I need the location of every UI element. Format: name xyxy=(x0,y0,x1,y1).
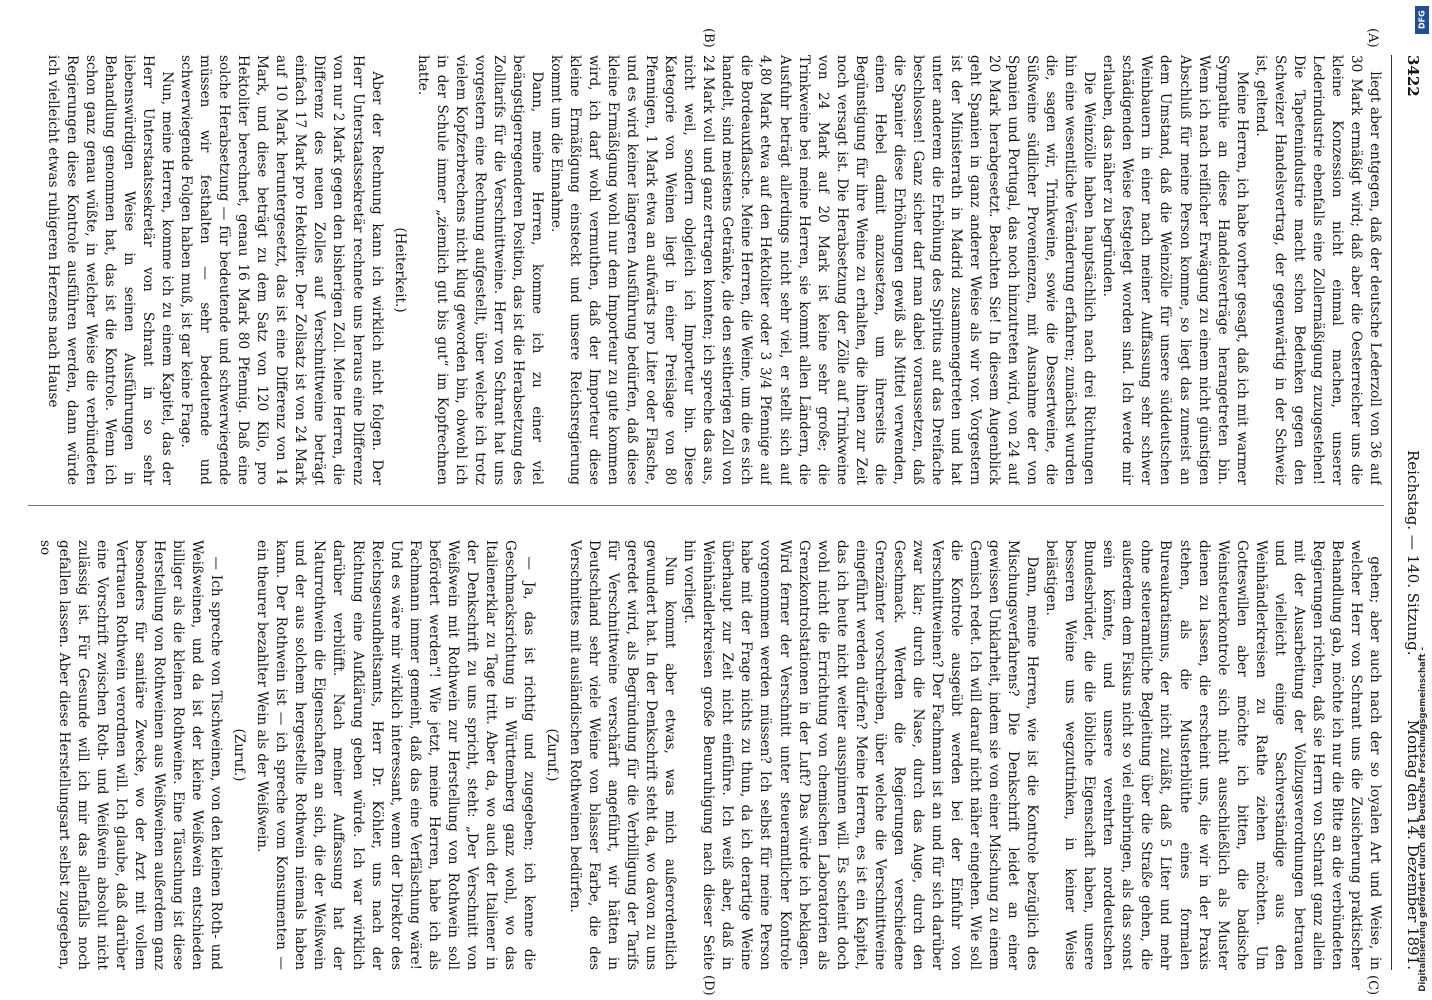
paragraph: Meine Herren, ich habe vorher gesagt, daß ich mit warmer Sympathie an diese Handelsverträge herangetreten bin. Wenn ich nach reiflicher Erwägung zu einem nicht günstigen Abschluß für meine Person komme, so liegt das zumeist an dem Umstand, daß die Weinzölle für unsere süddeutschen Weinbauern in einer nach meiner Auffassung sehr schwer schädigenden Weise festgelegt worden sind. Ich werde mir erlauben, das näher zu begründen. xyxy=(1100,55,1250,485)
left-text-column xyxy=(28,55,1384,485)
paragraph: Aber der Rechnung kann ich wirklich nicht folgen. Der Herr Unterstaatssekretär rechnete uns heraus eine Differenz von nur 2 Mark gegen den bisherigen Zoll. Meine Herren, die Differenz des neuen Zolles auf Verschnittweine beträgt einfach 17 Mark pro Hektoliter. Der Zollsatz ist von 24 Mark auf 10 Mark heruntergesetzt, das ist eine Differenz von 14 Mark, und diese beträgt zu dem Satz von 120 Kilo, pro Hektoliter berechnet, genau 16 Mark 80 Pfennig. Daß eine solche Herabsetzung — für bedeutende und schwerwiegende müssen wir festhalten — sehr bedeutende und schwerwiegende Folgen haben muß, ist gar keine Frage. xyxy=(178,55,385,485)
paragraph: — Ich spreche von Tischweinen, von den kleinen Roth- und Weißweinen, und da ist der kleine Weißwein entschieden billiger als die kleinen Rothweine. Eine Täuschung ist diese Herstellung von Rothweinen aus Weißweinen außerdem ganz besonders für sanitäre Zwecke, wo der Arzt mit vollem Vertrauen Rothwein verordnen will. Ich glaube, daß darüber eine Vorschrift zwischen Roth- und Weißwein absolut nicht zulässig ist. Für Gesunde will ich mir das allenfalls noch gefallen lassen. Aber diese Herstellungsart selbst zugegeben, so xyxy=(36,540,225,970)
paragraph: Nun kommt aber etwas, was mich außerordentlich gewundert hat. In der Denkschrift steht da, wo davon zu uns geredet wird, als Begründung für die Verbilligung der Tarifs für Verschnittweine verschärft angeführt, wir hätten in Deutschland sehr viele Weine von blasser Farbe, die des Verschnittes mit ausländischen Rothweinen bedürfen. xyxy=(567,540,679,970)
paragraph: — Ja, das ist richtig und zugegeben; ich kenne die Geschmacksrichtung in Württemberg ganz wohl, wo das Italienerklar zu Tage tritt. Aber da, wo auch der Italiener in der Denkschrift zu uns spricht, steht: „Der Verschnitt von Weißwein mit Rothwein zur Herstellung von Rothwein soll befördert werden“! Wie jetzt, meine Herren, habe ich als Fachmann immer gemeint, daß das eine Verfälschung wäre! Und es wäre mir wirklich interessant, wenn der Direktor des Reichsgesundheitsamts, Herr Dr. Köhler, uns nach der Richtung eine Aufklärung geben würde. Ich war wirklich darüber verblüfft. Nach meiner Auffassung hat der Naturrothwein die Eigenschaften an sich, die der Weißwein und der aus solchem hergestellte Rothwein niemals haben kann. Der Rothwein ist — ich spreche vom Konsumenten — ein theurer bezahlter Wein als der Weißwein. xyxy=(254,540,537,970)
session-date: Montag den 14. Dezember 1891. xyxy=(1404,719,1422,970)
column-divider xyxy=(28,505,1384,506)
session-title: Reichstag. — 140. Sitzung. xyxy=(1404,450,1422,656)
paragraph: liegt aber entgegen, daß der deutsche Lederzoll von 36 auf 30 Mark ermäßigt wird; daß aber die Oesterreicher uns die kleine Konzession nicht einmal machen, unserer Lederindustrie ebenfalls eine Zollermäßigung zuzugestehen! Die Tapetenindustrie macht schon Bedenken gegen den Schweizer Handelsvertrag, der gegenwärtig in der Schweiz ist, geltend. xyxy=(1252,55,1383,485)
dfg-logo: DFG xyxy=(1415,6,1429,34)
paragraph: Dann, meine Herren, wie ist die Kontrole bezüglich des Mischungsverfahrens? Die Denkschrift leidet an einer gewissen Unklarheit, indem sie von einer Mischung zu einem Gemisch redet. Ich will darauf nicht näher eingehen. Wie soll die Kontrole ausgeübt werden bei der Einfuhr von Verschnittweinen? Der Fachmann ist an und für sich darüber zwar klar; durch die Nase, durch das Auge, durch den Geschmack. Werden die Regierungen verschiedene Grenzämter vorschreiben, über welche die Verschnittweine eingeführt werden dürfen? Meine Herren, es ist ein Kapitel, das ich heute nicht weiter ausspinnen will. Es scheint doch wohl nicht die Errichtung von chemischen Laboratorien als Grenzkontrolstationen in der Luft? Das würde ich beklagen. Wird ferner der Verschnitt unter steueramtlicher Kontrole vorgenommen werden müssen? Ich selbst für meine Person habe mit der Frage nichts zu thun, da ich derartige Weine überhaupt zur Zeit nicht einführe. Ich weiß aber, daß in Weinhändlerkreisen große Beunruhigung nach dieser Seite hin vorliegt. xyxy=(681,540,1041,970)
margin-mark-d: (D) xyxy=(701,975,716,996)
interjection: (Zuruf.) xyxy=(543,728,560,782)
digitization-credit: Digitalisierung gefördert durch die Deutsche Forschungsgemeinschaft - xyxy=(1418,647,1428,992)
paragraph: Dann, meine Herren, komme ich zu einer viel beängstigerregenderen Position, das ist die Herabsetzung des Zolltarifs für die Verschnittweine. Herr von Schrant hat uns vorgestern eine Rechnung aufgestellt, über welche ich trotz vielem Kopfzerbrechens nicht klug geworden bin, obwohl ich in der Schule immer „ziemlich gut bis gut“ im Kopfrechnen hatte. xyxy=(414,55,545,485)
margin-mark-c: (C) xyxy=(1365,975,1380,996)
margin-mark-a: (A) xyxy=(1365,28,1380,48)
page-number: 3422 xyxy=(1404,55,1422,97)
paragraph: gehen; aber auch nach der so loyalen Art und Weise, in welcher Herr von Schrant uns die Zusicherung praktischer Behandlung gab, möchte ich nur die Bitte an die verbündeten Regierungen richten, daß sie Herrn von Schrant ganz allein mit der Ausarbeitung der Vollzugsverordnungen betrauen und vielleicht einige Sachverständige aus den Weinhändlerkreisen zu Rathe ziehen möchten. Um Gotteswillen aber möchte ich bitten, die badische Weinsteuerkontrole sich nicht ausschließlich als Muster dienen zu lassen, die erscheint uns, die wir in der Praxis stehen, als die Musterblüthe eines formalen Bureaukratismus, der nicht zuläßt, daß 5 Liter und mehr ohne steueramtliche Begleitung über die Straße gehen, die außerdem dem Fiskus nicht so viel einbringen, als das sonst sein könnte, und unsere verehrten norddeutschen Bundesbrüder, die die löbliche Eigenschaft haben, unsere besseren Weine uns wegzutrinken, in keiner Weise belästigen. xyxy=(1043,540,1383,970)
paragraph: Nun, meine Herren, komme ich zu einem Kapitel, das der Herr Unterstaatssekretär von Schrant in so sehr liebenswürdigen Weise in seinen Ausführungen in Behandlung genommen hat, das ist die Kontrole. Wenn ich schon ganz genau wüßte, in welcher Weise die verbündeten Regierungen diese Kontrole ausführen werden, dann würde ich vielleicht etwas ruhigeren Herzens nach Hause xyxy=(44,55,176,485)
right-text-column xyxy=(28,540,1384,970)
interjection: (Zuruf.) xyxy=(231,728,248,782)
interjection: (Heiterkeit.) xyxy=(391,227,408,313)
paragraph: Die Weinzölle haben hauptsächlich nach drei Richtungen hin eine wesentliche Veränderung erfahren; zunächst wurden die, sagen wir, Trinkweine, sowie die Dessertweine, die Süßweine südlicher Provenienzen, mit Ausnahme der von Spanien und Portugal, das noch hinzutreten wird, von 24 auf 20 Mark herabgesetzt. Beachten Sie! In diesem Augenblick geht Spanien in ganz anderer Weise als wir vor. Vorgestern ist der Ministerrath in Madrid zusammengetreten und hat unter anderem die Erhöhung des Spiritus auf das Dreifache beschlossen! Ganz sicher darf man dabei voraussetzen, daß die Spanier diese Erhöhungen gewiß als Mittel verwenden, einen Hebel damit anzusetzen, um ihrerseits die Begünstigung für ihre Weine zu erhalten, die ihnen zur Zeit noch versagt ist. Die Herabsetzung der Zölle auf Trinkweine von 24 Mark auf 20 Mark ist keine sehr große; die Trinkweine bei meine Herren, sie kommt allen Ländern, die Ausfuhr beträgt allerdings nicht sehr viel, er stellt sich auf 4,80 Mark etwa auf den Hektoliter oder 3 3/4 Pfennige auf die Bordeauxflasche. Meine Herren, die Weine, um die es sich handelt, sind meistens Getränke, die den seitherigen Zoll von 24 Mark voll und ganz ertragen konnten; ich spreche das aus, nicht weil, sondern obgleich ich Importeur bin. Diese Kategorie von Weinen liegt in einer Preislage von 80 Pfennigen, 1 Mark etwa an aufwärts pro Liter oder Flasche, und es wird keiner längeren Ausführung bedürfen, daß diese kleine Ermäßigung wohl nur dem Importeur zu gute kommen wird, ich darf wohl vermuthen, daß der Importeur diese kleine Ermäßigung einsteckt und unsere Reichsregierung kommt um die Einnahme. xyxy=(547,55,1098,485)
margin-mark-b: (B) xyxy=(701,28,716,48)
